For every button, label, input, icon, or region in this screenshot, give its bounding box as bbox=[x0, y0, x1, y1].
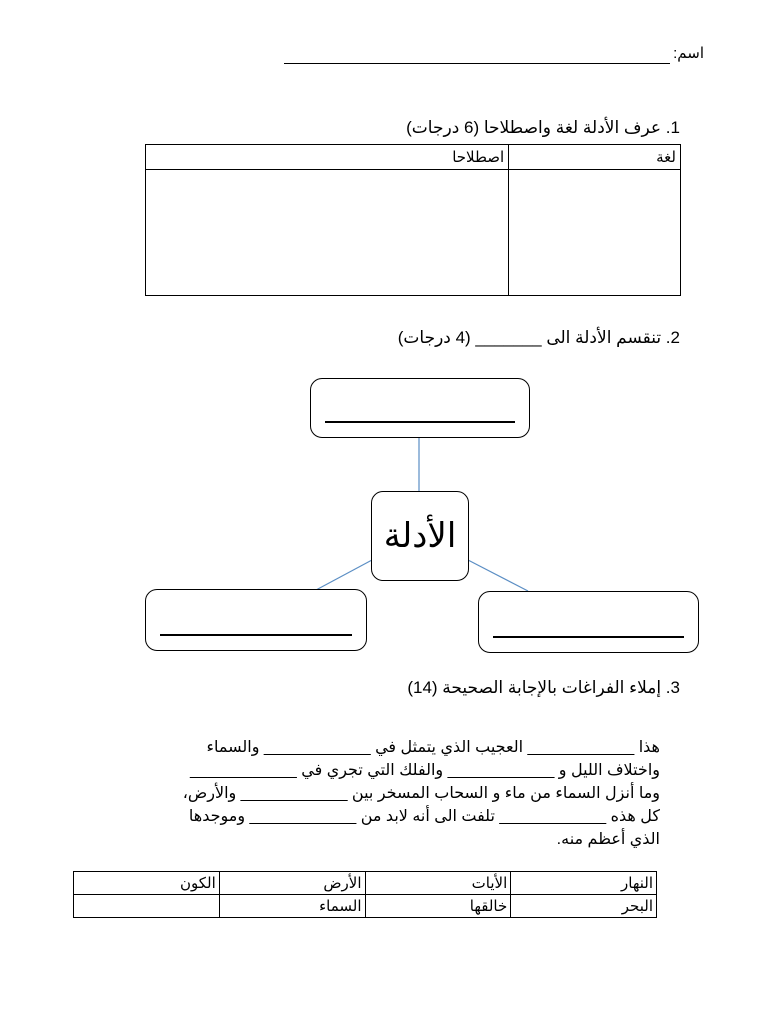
diagram-center-label: الأدلة bbox=[383, 516, 457, 556]
word-bank-item: خالقها bbox=[365, 895, 511, 918]
blank-line bbox=[160, 634, 352, 636]
word-bank-item: الأرض bbox=[219, 872, 365, 895]
paragraph-line: وما أنزل السماء من ماء و السحاب المسخر بين ____________ والأرض، bbox=[182, 785, 660, 802]
connector-right bbox=[468, 560, 528, 591]
word-bank-item: الكون bbox=[74, 872, 220, 895]
paragraph-line: هذا ____________ العجيب الذي يتمثل في ____________ والسماء bbox=[206, 739, 660, 756]
word-bank-table bbox=[73, 871, 657, 918]
word-bank-item: البحر bbox=[511, 895, 657, 918]
diagram-box-left[interactable] bbox=[145, 589, 367, 651]
paragraph-line: كل هذه ____________ تلفت الى أنه لابد من ____________ وموجدها bbox=[188, 808, 660, 825]
question-1-title: 1. عرف الأدلة لغة واصطلاحا (6 درجات) bbox=[406, 118, 680, 137]
paragraph-line: واختلاف الليل و ____________ والفلك التي تجري في ____________ bbox=[190, 762, 660, 779]
word-bank-item: السماء bbox=[219, 895, 365, 918]
word-bank-item: الأيات bbox=[365, 872, 511, 895]
name-label: اسم: bbox=[673, 45, 704, 62]
diagram-box-right[interactable] bbox=[478, 591, 699, 653]
column-header-terminology: اصطلاحا bbox=[146, 145, 509, 170]
connector-left bbox=[316, 560, 372, 590]
diagram-center-box bbox=[371, 491, 469, 581]
column-header-language: لغة bbox=[509, 145, 681, 170]
question-3-title: 3. إملاء الفراغات بالإجابة الصحيحة (14) bbox=[407, 678, 680, 697]
diagram-box-top[interactable] bbox=[310, 378, 530, 438]
word-bank-item bbox=[74, 895, 220, 918]
word-bank-item: النهار bbox=[511, 872, 657, 895]
paragraph-line: الذي أعظم منه. bbox=[556, 831, 660, 848]
question-2-title: 2. تنقسم الأدلة الى _______ (4 درجات) bbox=[397, 328, 680, 347]
blank-line bbox=[325, 421, 515, 423]
fill-in-paragraph bbox=[86, 736, 660, 851]
blank-line bbox=[493, 636, 684, 638]
